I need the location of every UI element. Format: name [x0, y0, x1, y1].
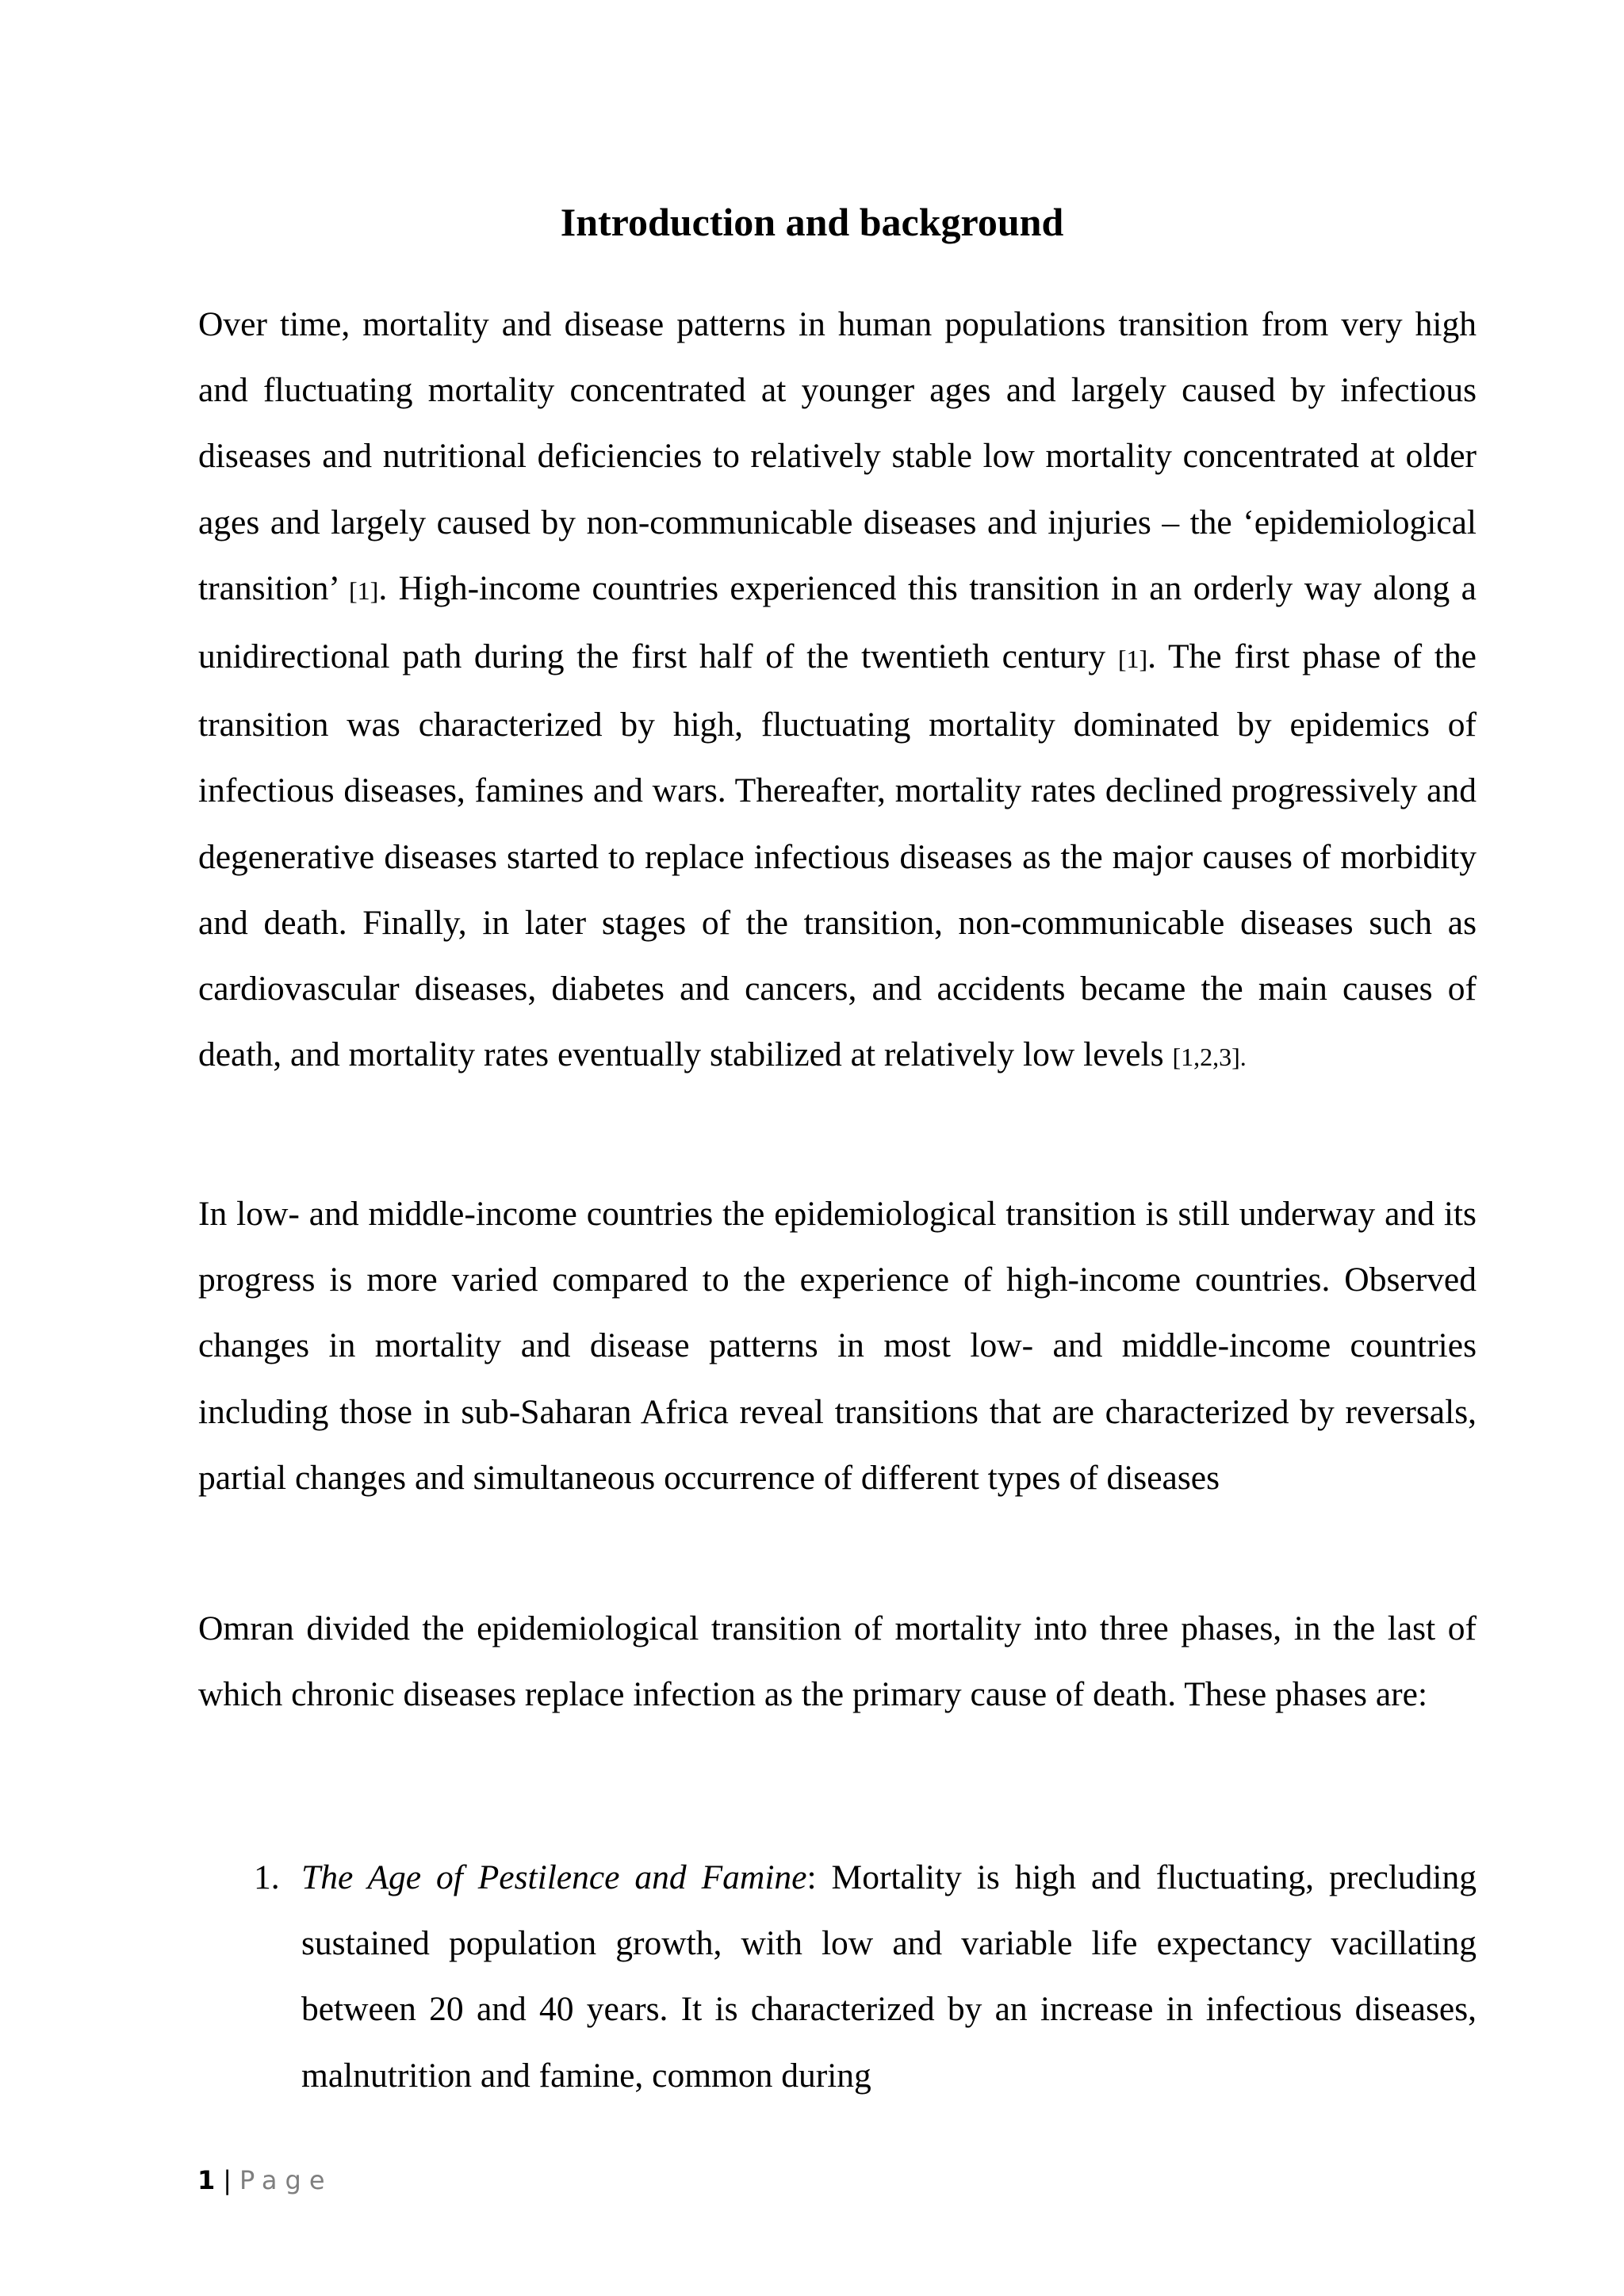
paragraph-text: . The first phase of the transition was characterized by high, fluctuating mortality dominated by epidemics of infectious diseases, famines and wars. Thereafter, mortality rates declined progressively and degenerative diseases started to replace infectious diseases as the major causes of morbidity and death. Finally, in later stages of the transition, non-communicable diseases such as cardiovascular diseases, diabetes and cancers, and accidents became the main causes of death, and mortality rates eventually stabilized at relatively low levels	[198, 637, 1477, 1074]
page-footer	[197, 2163, 333, 2198]
paragraph-2	[198, 1181, 1477, 1511]
paragraph-text: . High-income countries experienced this transition in an orderly way along a unidirectional path during the first half of the twentieth century	[198, 568, 1477, 676]
page-label: Page	[239, 2165, 333, 2195]
paragraph-1	[198, 292, 1477, 1090]
citation: [1,2,3].	[1172, 1043, 1247, 1072]
paragraph-3	[198, 1596, 1477, 1728]
paragraph-text: Over time, mortality and disease patterns in human populations transition from very high and fluctuating mortality concentrated at younger ages and largely caused by infectious diseases and nutritional deficiencies to relatively stable low mortality concentrated at older ages and largely caused by non-communicable diseases and injuries – the ‘epidemiological transition’	[198, 305, 1477, 607]
list-item	[198, 1845, 1477, 2109]
list-number: 1.	[254, 1858, 280, 1896]
paragraph-text: In low- and middle-income countries the epidemiological transition is still underway and its progress is more varied compared to the experience of high-income countries. Observed changes in mortality and disease patterns in most low- and middle-income countries including those in sub-Saharan Africa reveal transitions that are characterized by reversals, partial changes and simultaneous occurrence of different types of diseases	[198, 1195, 1477, 1497]
paragraph-text: Omran divided the epidemiological transition of mortality into three phases, in the last of which chronic diseases replace infection as the primary cause of death. These phases are:	[198, 1609, 1477, 1714]
citation: [1]	[1117, 645, 1148, 674]
list-text: Mortality is high and fluctuating, precluding sustained population growth, with low and variable life expectancy vacillating between 20 and 40 years. It is characterized by an increase in infectious diseases, malnutrition and famine, common during	[301, 1858, 1477, 2095]
citation: [1]	[349, 576, 379, 605]
footer-separator: |	[223, 2165, 232, 2195]
phases-list	[198, 1845, 1477, 2109]
page-number: 1	[197, 2165, 216, 2195]
page-title: Introduction and background	[560, 200, 1064, 244]
list-term-suffix: :	[806, 1858, 817, 1896]
list-term: The Age of Pestilence and Famine	[301, 1858, 807, 1896]
